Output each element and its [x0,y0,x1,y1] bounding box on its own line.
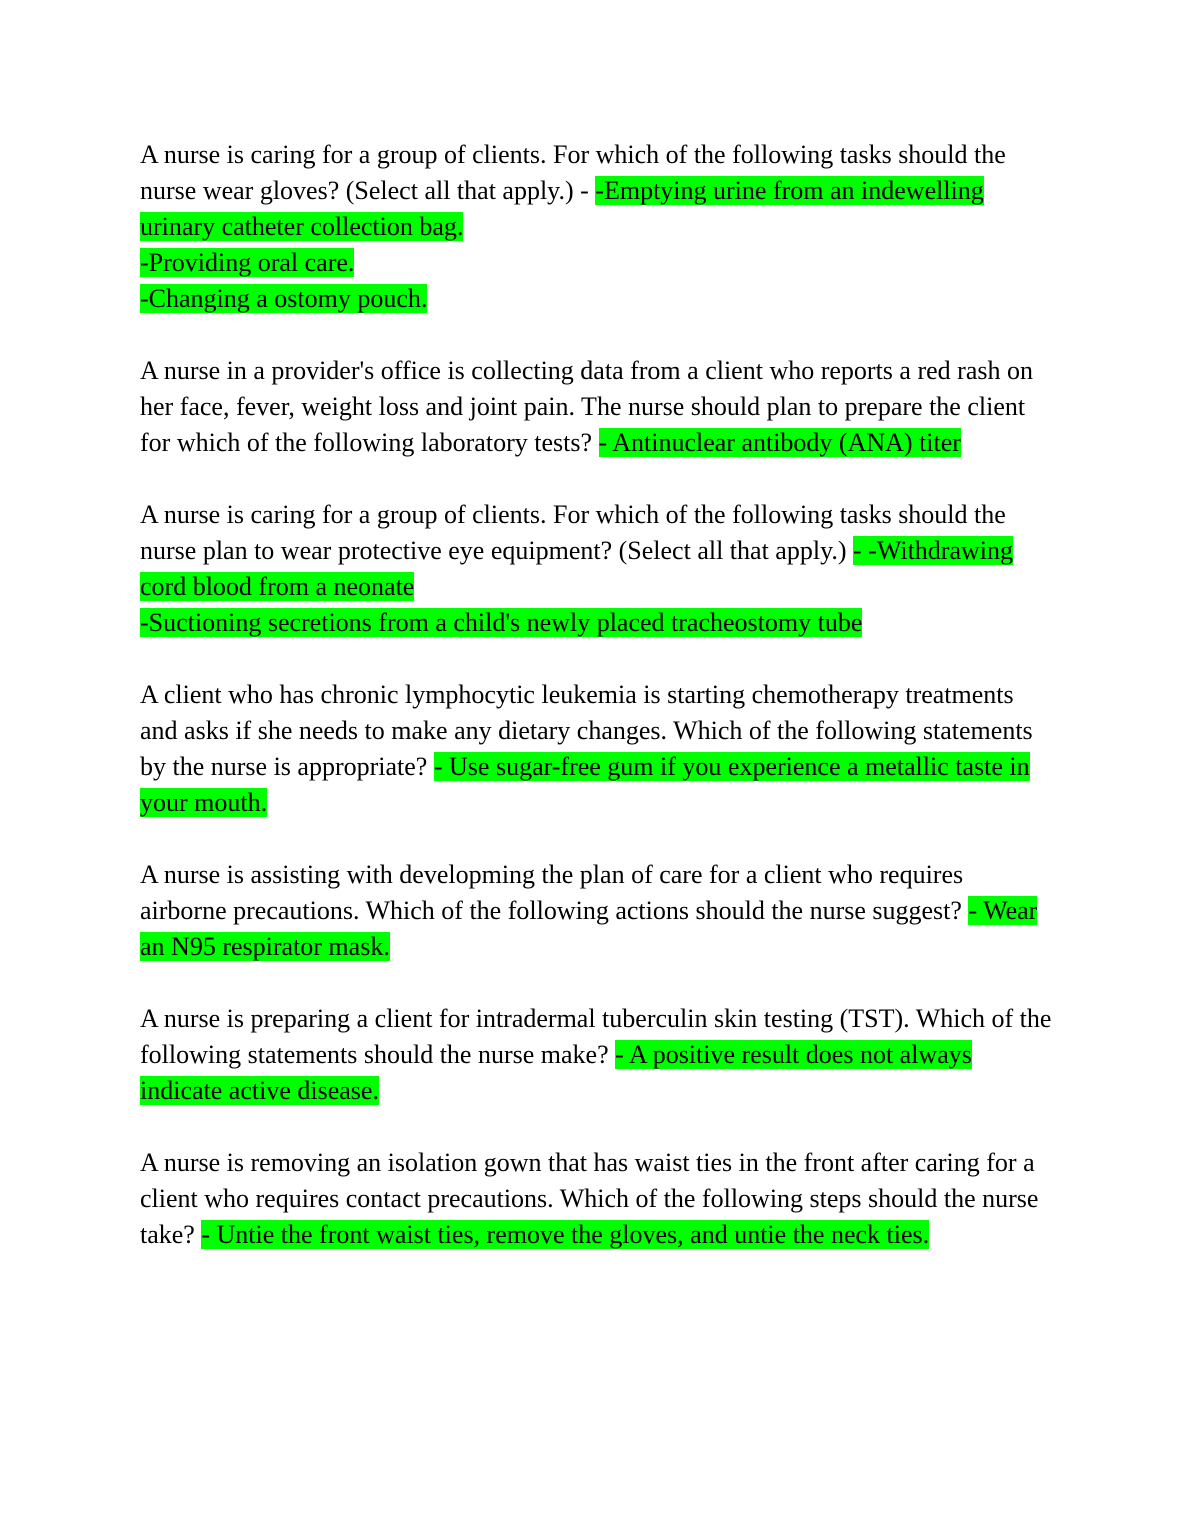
question-text: A nurse is assisting with developming the plan of care for a client who requires airborne precautions. Which of the following actions should the nurse suggest? [140,860,969,925]
highlighted-answer: -Emptying urine from an indewelling urinary catheter collection bag. [140,176,984,241]
highlighted-answer: - Antinuclear antibody (ANA) titer [598,428,961,457]
highlighted-answer: - A positive result does not always indicate active disease. [140,1040,972,1105]
qa-item-3 [140,497,1055,641]
highlighted-answer: -Changing a ostomy pouch. [140,284,428,313]
qa-item-7 [140,1145,1055,1253]
question-text: A nurse is removing an isolation gown that has waist ties in the front after caring for a client who requires contact precautions. Which of the following steps should the nurse take? [140,1148,1039,1249]
qa-item-2 [140,353,1055,461]
qa-item-5 [140,857,1055,965]
qa-item-1 [140,137,1055,317]
question-text: A client who has chronic lymphocytic leukemia is starting chemotherapy treatments and asks if she needs to make any dietary changes. Which of the following statements by the nurse is appropriate? [140,680,1033,781]
question-text: A nurse is caring for a group of clients. For which of the following tasks should the nurse plan to wear protective eye equipment? (Select all that apply.) [140,500,1006,565]
qa-item-6 [140,1001,1055,1109]
document-page [140,137,1055,1289]
highlighted-answer: - Use sugar-free gum if you experience a metallic taste in your mouth. [140,752,1030,817]
highlighted-answer: -Suctioning secretions from a child's newly placed tracheostomy tube [140,608,863,637]
question-text: A nurse in a provider's office is collecting data from a client who reports a red rash on her face, fever, weight loss and joint pain. The nurse should plan to prepare the client for which of the following laboratory tests? [140,356,1033,457]
question-text: A nurse is preparing a client for intradermal tuberculin skin testing (TST). Which of the following statements should the nurse make? [140,1004,1052,1069]
highlighted-answer: -Providing oral care. [140,248,355,277]
highlighted-answer: - Untie the front waist ties, remove the gloves, and untie the neck ties. [201,1220,930,1249]
highlighted-answer: - Wear an N95 respirator mask. [140,896,1038,961]
question-text: A nurse is caring for a group of clients. For which of the following tasks should the nurse wear gloves? (Select all that apply.) - [140,140,1006,205]
qa-item-4 [140,677,1055,821]
highlighted-answer: - -Withdrawing cord blood from a neonate [140,536,1014,601]
